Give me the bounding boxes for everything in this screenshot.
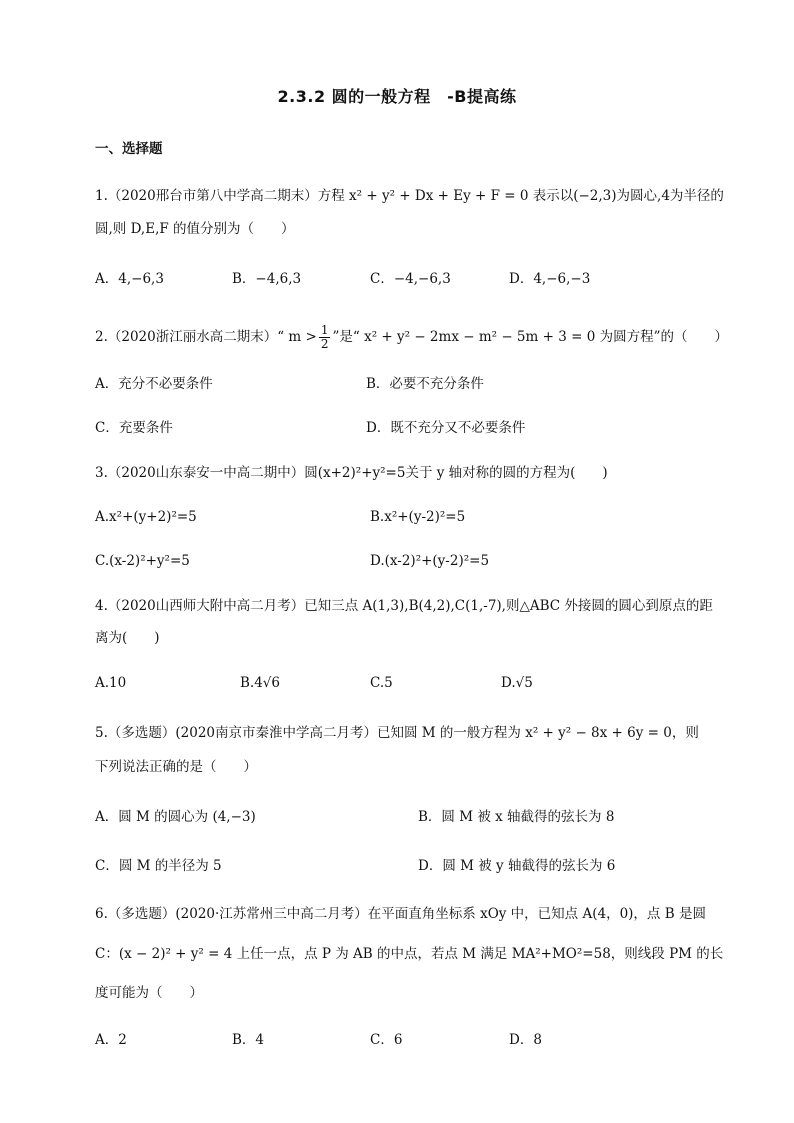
- question-6-option-a: A．2: [95, 1032, 127, 1048]
- question-6-option-b: B．4: [232, 1032, 265, 1048]
- fraction-numerator: 1: [320, 323, 329, 337]
- question-1-option-c: C．−4,−6,3: [370, 271, 451, 287]
- question-1-option-a: A．4,−6,3: [95, 271, 164, 287]
- question-3-option-d: D.(x-2)²+(y-2)²=5: [370, 553, 490, 569]
- question-3-option-c: C.(x-2)²+y²=5: [95, 553, 190, 569]
- page-title: 2.3.2 圆的一般方程 -B提高练: [277, 87, 517, 106]
- question-4-option-c: C.5: [370, 675, 393, 691]
- question-4-option-a: A.10: [95, 675, 127, 691]
- question-2-option-a: A．充分不必要条件: [95, 376, 213, 392]
- question-6-option-c: C．6: [370, 1032, 403, 1048]
- question-4-line-1: 4.（2020山西师大附中高二月考）已知三点 A(1,3),B(4,2),C(1,-7),则△ABC 外接圆的圆心到原点的距: [95, 598, 713, 614]
- question-1-option-b: B．−4,6,3: [232, 271, 302, 287]
- fraction-denominator: 2: [320, 337, 329, 351]
- question-5-option-b: B．圆 M 被 x 轴截得的弦长为 8: [418, 809, 615, 825]
- question-4-option-d: D.√5: [501, 675, 533, 691]
- question-6-line-1: 6.（多选题）(2020·江苏常州三中高二月考）在平面直角坐标系 xOy 中，已知点 A(4，0)，点 B 是圆: [95, 906, 706, 922]
- question-2-option-d: D．既不充分又不必要条件: [366, 420, 526, 436]
- question-3-option-b: B.x²+(y-2)²=5: [370, 509, 466, 525]
- question-1-line-2: 圆,则 D,E,F 的值分别为（ ）: [95, 221, 295, 237]
- question-5-option-c: C．圆 M 的半径为 5: [95, 858, 222, 874]
- question-1-option-d: D．4,−6,−3: [509, 271, 591, 287]
- question-5-option-a: A．圆 M 的圆心为 (4,−3): [95, 809, 256, 825]
- question-1-line-1: 1.（2020邢台市第八中学高二期末）方程 x² + y² + Dx + Ey + F = 0 表示以(−2,3)为圆心,4为半径的: [95, 188, 724, 204]
- question-4-option-b: B.4√6: [240, 675, 280, 691]
- question-5-line-1: 5.（多选题）(2020南京市秦淮中学高二月考）已知圆 M 的一般方程为 x² + y² − 8x + 6y = 0，则: [95, 725, 699, 741]
- section-heading: 一、选择题: [95, 141, 163, 157]
- question-6-option-d: D．8: [509, 1032, 542, 1048]
- fraction: [319, 324, 331, 351]
- question-2-option-c: C．充要条件: [95, 420, 173, 436]
- question-6-line-2: C：(x − 2)² + y² = 4 上任一点，点 P 为 AB 的中点，若点 M 满足 MA²+MO²=58，则线段 PM 的长: [95, 946, 724, 962]
- question-5-line-2: 下列说法正确的是（ ）: [95, 759, 257, 775]
- question-2-text-post: ”是“ x² + y² − 2mx − m² − 5m + 3 = 0 为圆方程”的（ ）: [332, 329, 728, 345]
- question-3-option-a: A.x²+(y+2)²=5: [95, 509, 197, 525]
- question-3-line-1: 3.（2020山东泰安一中高二期中）圆(x+2)²+y²=5关于 y 轴对称的圆的方程为( ): [95, 465, 608, 481]
- question-5-option-d: D．圆 M 被 y 轴截得的弦长为 6: [418, 858, 616, 874]
- question-6-line-3: 度可能为（ ）: [95, 985, 203, 1001]
- question-2-text-pre: 2.（2020浙江丽水高二期末）“ m >: [95, 329, 317, 345]
- question-2-option-b: B．必要不充分条件: [366, 376, 484, 392]
- question-4-line-2: 离为( ): [95, 630, 160, 646]
- question-2-line-1: [95, 324, 728, 351]
